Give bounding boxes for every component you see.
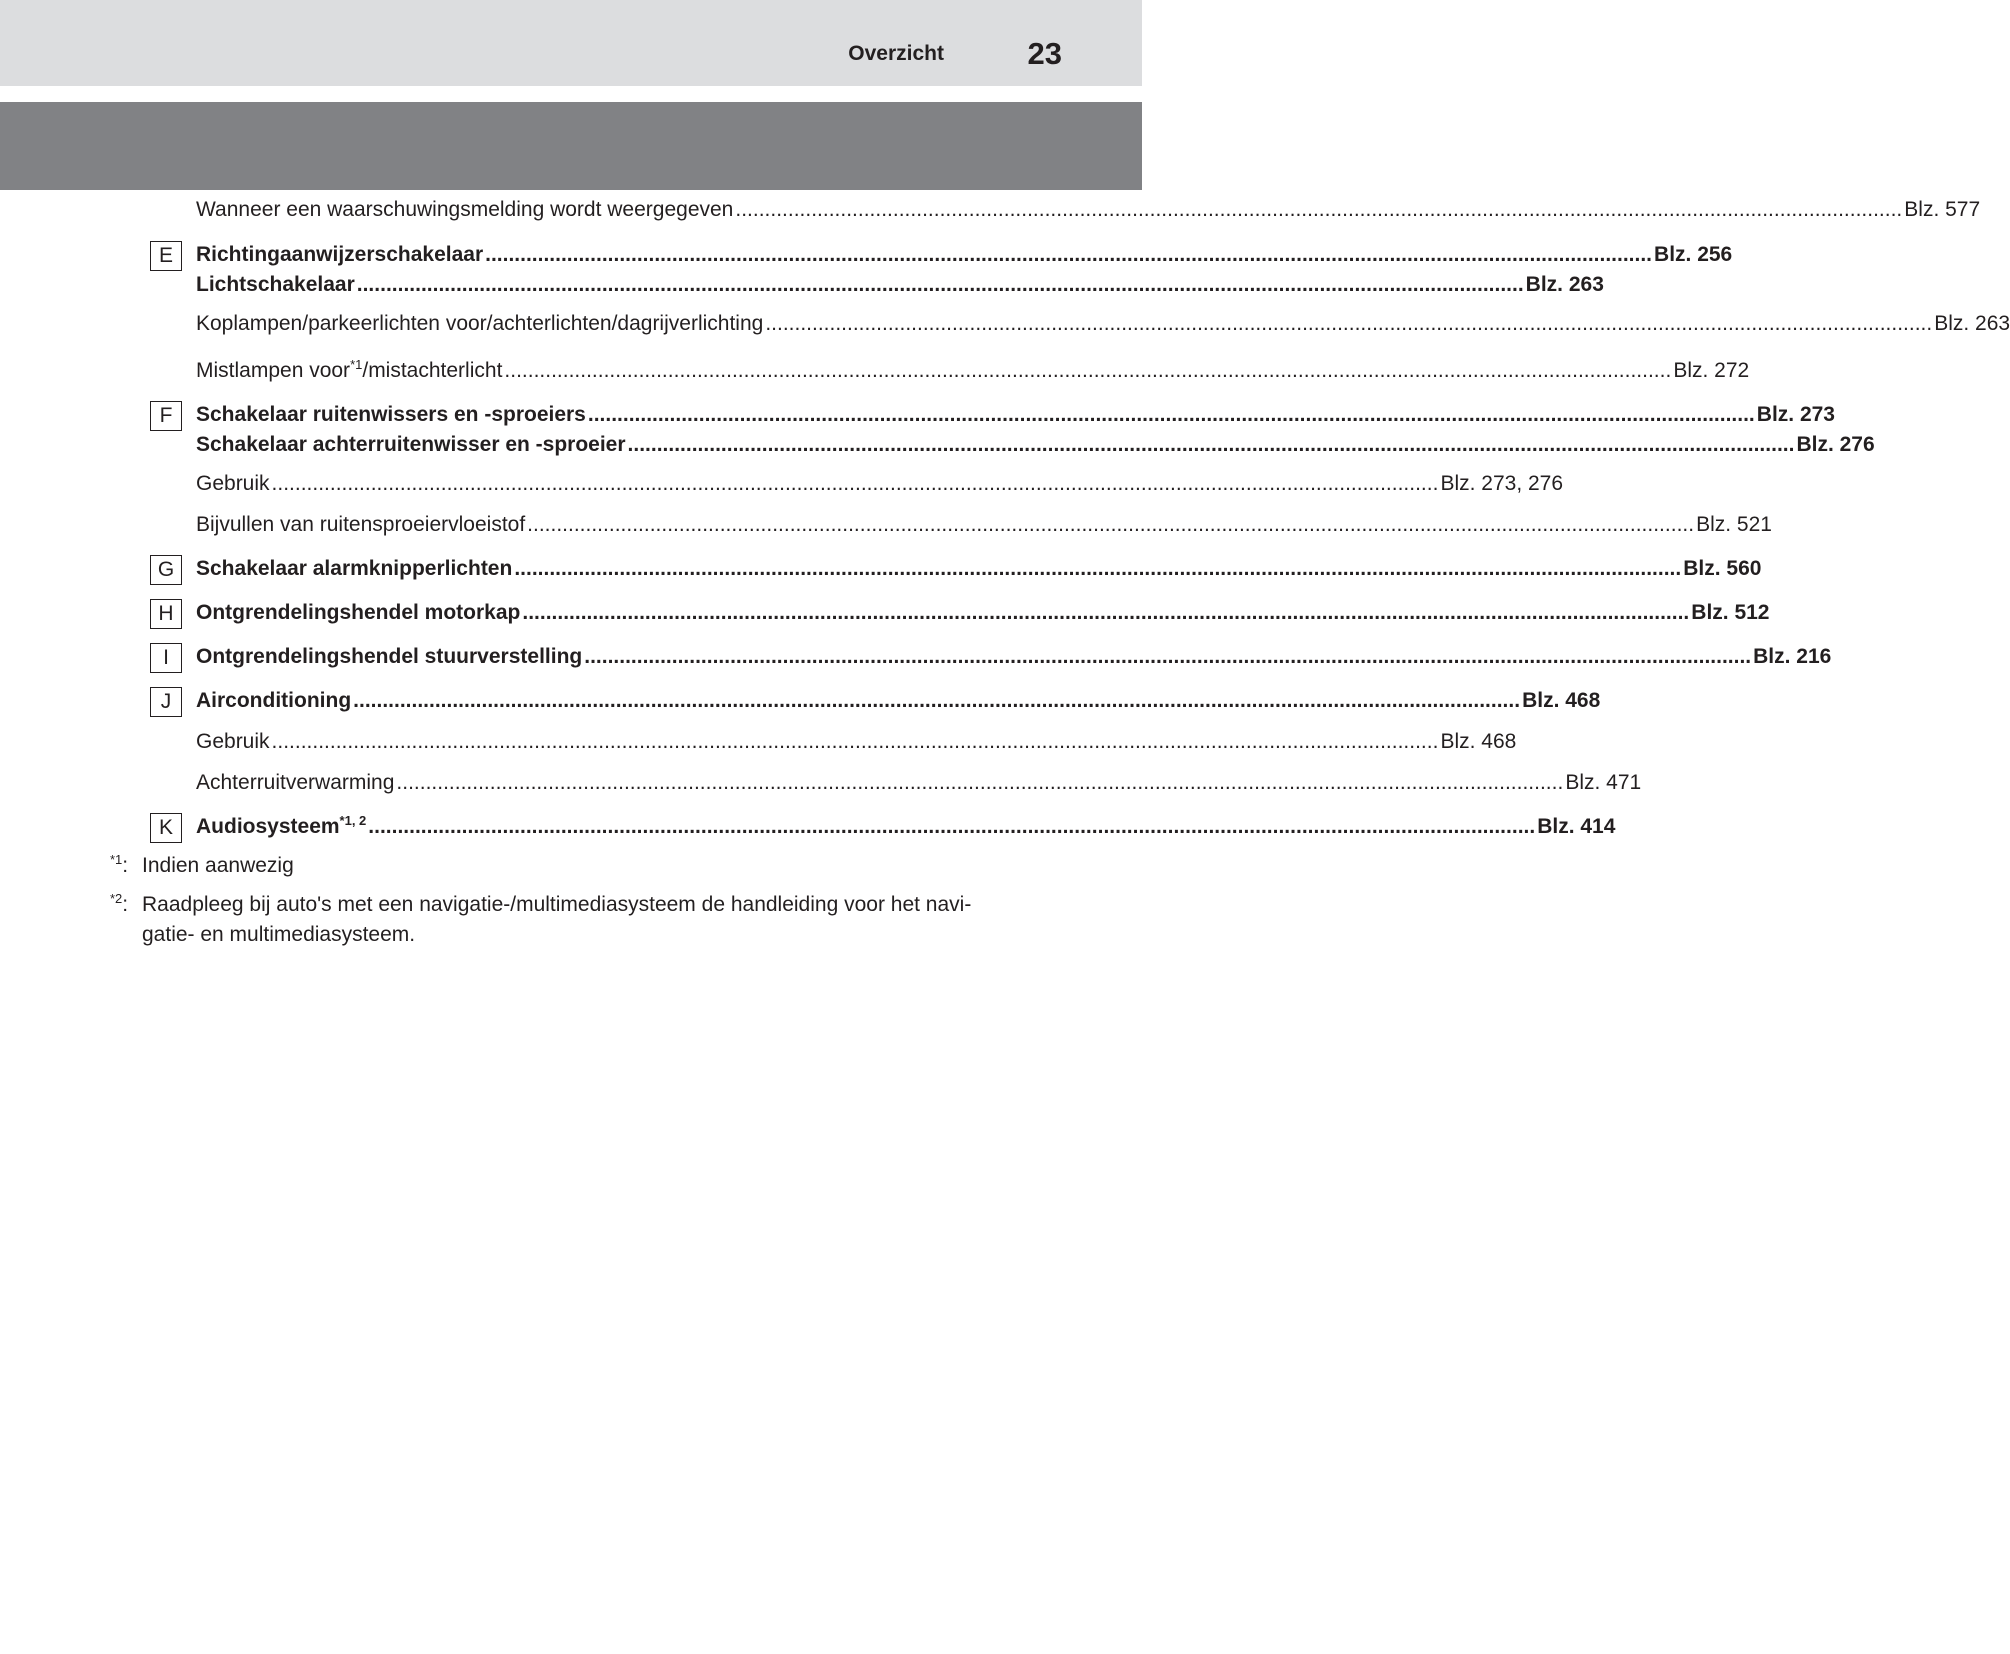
section-title: Overzicht	[848, 42, 944, 65]
leader-dots: ........................................................................................................................................................................................................	[271, 730, 1439, 753]
toc-entry: Ontgrendelingshendel motorkap ........................................................................................................................................................................................................ Blz. 512	[196, 598, 984, 628]
leader-dots: ........................................................................................................................................................................................................	[504, 359, 1672, 382]
leader-dots: ........................................................................................................................................................................................................	[353, 689, 1521, 712]
toc-entry: Schakelaar achterruitenwisser en -sproeier ........................................................................................................................................................................................................ Blz. 276	[196, 430, 984, 460]
item-letter-e: E	[150, 241, 182, 271]
toc-entry: Bijvullen van ruitensproeiervloeistof ........................................................................................................................................................................................................ Blz. 521	[196, 510, 984, 540]
item-letter-f: F	[150, 401, 182, 431]
leader-dots: ........................................................................................................................................................................................................	[527, 513, 1695, 536]
leader-dots: ........................................................................................................................................................................................................	[368, 815, 1536, 838]
page-number: 23	[1027, 36, 1062, 71]
toc-entry: Schakelaar alarmknipperlichten ........................................................................................................................................................................................................ Blz. 560	[196, 554, 984, 584]
footnote-ref: *1	[350, 357, 363, 372]
footnote-mark: $^{*2}$:	[110, 891, 129, 916]
toc-entry: Wanneer een waarschuwingsmelding wordt weergegeven ........................................................................................................................................................................................................ Blz. 577	[196, 195, 984, 225]
toc-entry: Achterruitverwarming ........................................................................................................................................................................................................ Blz. 471	[196, 768, 984, 798]
toc-entry: Richtingaanwijzerschakelaar ........................................................................................................................................................................................................ Blz. 256	[196, 240, 984, 270]
leader-dots: ........................................................................................................................................................................................................	[735, 198, 1903, 221]
toc-entry: Lichtschakelaar ........................................................................................................................................................................................................ Blz. 263	[196, 270, 984, 300]
toc-entry: Gebruik ........................................................................................................................................................................................................ Blz. 273, 276	[196, 469, 984, 499]
toc-entry: Koplampen/parkeerlichten voor/achterlichten/dagrijverlichting ........................................................................................................................................................................................................ Blz. 263	[196, 309, 984, 339]
item-letter-j: J	[150, 687, 182, 717]
toc-entry: Mistlampen voor$^{*1}$/mistachterlicht ........................................................................................................................................................................................................ Blz. 272	[196, 356, 984, 386]
item-letter-k: K	[150, 813, 182, 843]
toc-entry: Schakelaar ruitenwissers en -sproeiers ........................................................................................................................................................................................................ Blz. 273	[196, 400, 984, 430]
header-band	[0, 102, 1142, 190]
leader-dots: ........................................................................................................................................................................................................	[584, 645, 1752, 668]
footnote-mark: $^{*1}$:	[110, 852, 129, 877]
page-header	[0, 0, 1142, 86]
leader-dots: ........................................................................................................................................................................................................	[587, 403, 1755, 426]
toc-entry: Ontgrendelingshendel stuurverstelling ........................................................................................................................................................................................................ Blz. 216	[196, 642, 984, 672]
item-letter-h: H	[150, 599, 182, 629]
toc-entry: Airconditioning ........................................................................................................................................................................................................ Blz. 468	[196, 686, 984, 716]
leader-dots: ........................................................................................................................................................................................................	[485, 243, 1653, 266]
item-letter-i: I	[150, 643, 182, 673]
item-letter-g: G	[150, 555, 182, 585]
leader-dots: ........................................................................................................................................................................................................	[396, 771, 1564, 794]
footnote-text: gatie- en multimediasysteem.	[142, 923, 416, 946]
toc-entry: Gebruik ........................................................................................................................................................................................................ Blz. 468	[196, 727, 984, 757]
footnote-text: Indien aanwezig	[142, 854, 294, 877]
leader-dots: ........................................................................................................................................................................................................	[627, 433, 1795, 456]
leader-dots: ........................................................................................................................................................................................................	[514, 557, 1682, 580]
leader-dots: ........................................................................................................................................................................................................	[522, 601, 1690, 624]
leader-dots: ........................................................................................................................................................................................................	[356, 273, 1524, 296]
footnote-text: Raadpleeg bij auto's met een navigatie-/multimediasysteem de handleiding voor het navi-	[142, 893, 972, 916]
leader-dots: ........................................................................................................................................................................................................	[271, 472, 1439, 495]
leader-dots: ........................................................................................................................................................................................................	[765, 312, 1933, 335]
toc-entry: Audiosysteem$^{*1, 2}$ ........................................................................................................................................................................................................ Blz. 414	[196, 812, 984, 842]
footnote-ref: *1, 2	[339, 813, 367, 828]
